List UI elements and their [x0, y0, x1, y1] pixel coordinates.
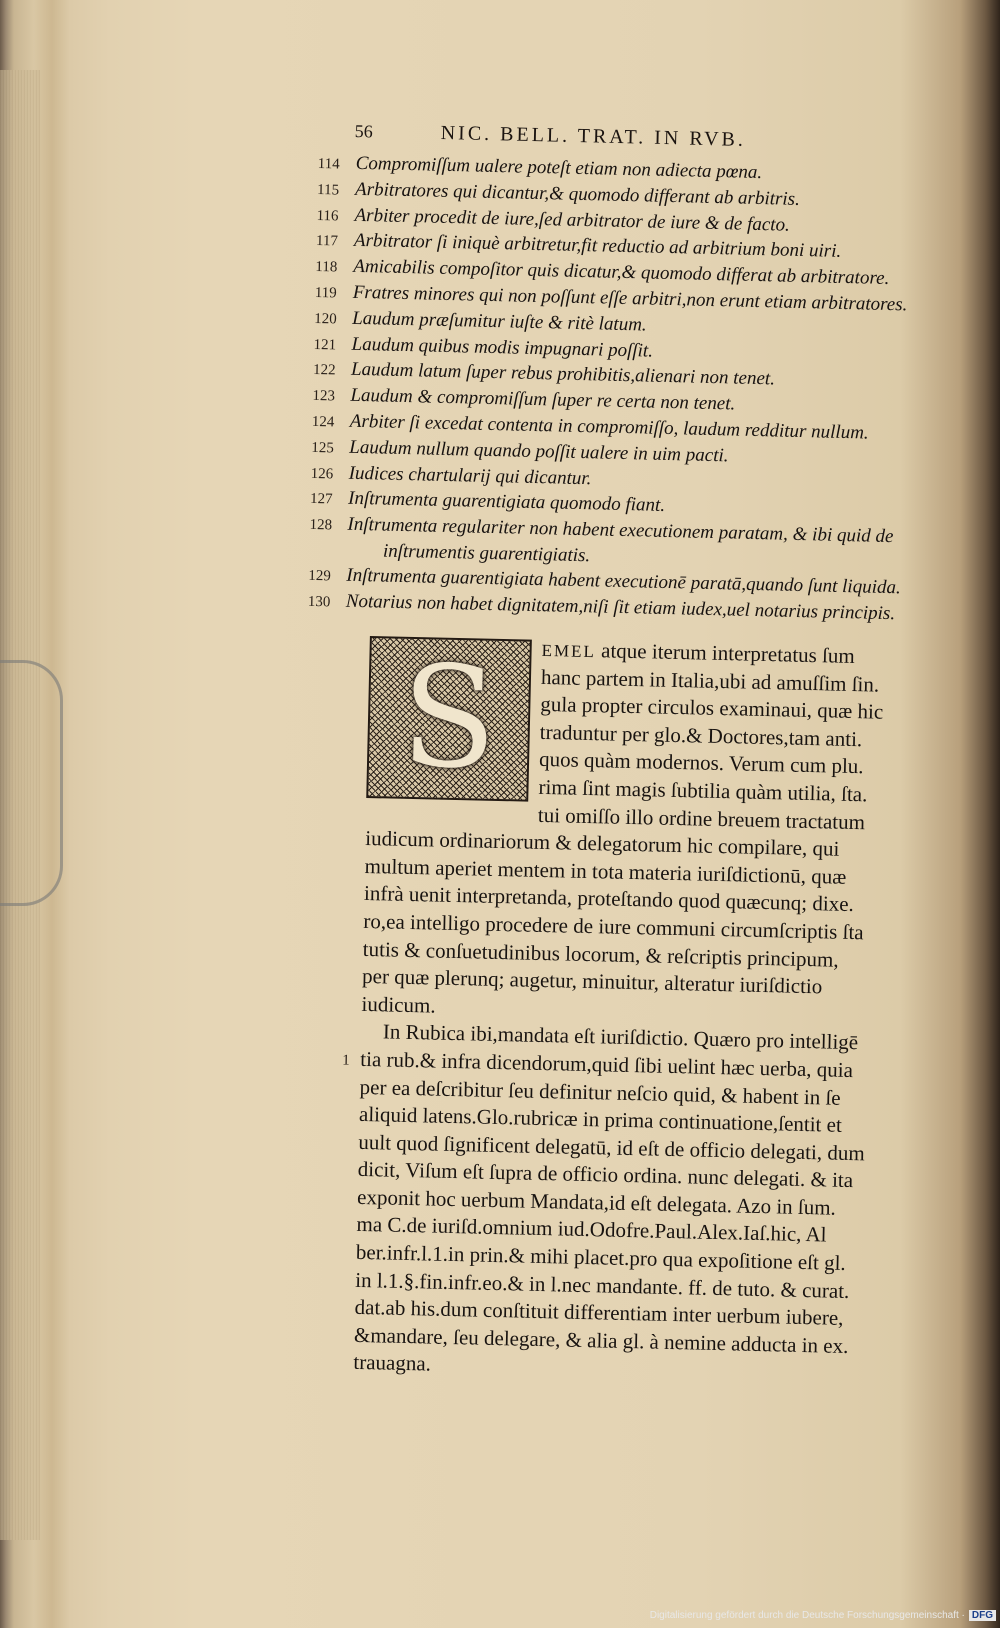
line-text: rima ſint magis ſubtilia quàm utilia, ſta.: [538, 774, 868, 807]
summary-text: Arbiter ſi excedat contenta in compromiſſo, laudum redditur nullum.: [349, 410, 869, 444]
summary-text: Laudum nullum quando poſſit ualere in uim pacti.: [349, 436, 729, 467]
summary-text: Laudum præſumitur iuſte & ritè latum.: [352, 307, 647, 336]
summary-number: 119: [314, 284, 337, 302]
running-header: [354, 120, 914, 156]
line-text: ma C.de iuriſd.omnium iud.Odofre.Paul.Alex.Iaſ.hic, Al: [356, 1212, 827, 1247]
summary-text: Inſtrumenta guarentigiata habent executionē paratā,quando ſunt liquida.: [346, 564, 901, 599]
line-text: trauagna.: [353, 1350, 432, 1377]
page-clip: [0, 660, 63, 906]
summary-text: Inſtrumenta regulariter non habent executionem paratam, & ibi quid de: [347, 513, 894, 548]
line-text: iudicum ordinariorum & delegatorum hic compilare, qui: [365, 826, 840, 861]
summary-text: Inſtrumenta guarentigiata quomodo fiant.: [347, 488, 666, 517]
summary-number: 116: [316, 207, 339, 225]
summary-number: 125: [311, 439, 334, 457]
line-text: traduntur per glo.& Doctores,tam anti.: [539, 719, 863, 751]
dfg-logo: DFG: [969, 1610, 996, 1621]
line-text: dat.ab his.dum conſtituit differentiam inter uerbum iubere,: [354, 1295, 844, 1331]
line-text: tia rub.& infra dicendorum,quid ſibi uelint hæc uerba, quia: [360, 1046, 854, 1082]
summary-number: 117: [315, 233, 339, 250]
summary-number: 123: [312, 388, 336, 405]
summary-text: Arbitratores qui dicantur,& quomodo differant ab arbitris.: [354, 178, 801, 210]
running-title: NIC. BELL. TRAT. IN RVB.: [440, 121, 747, 151]
margin-note: 1: [342, 1052, 350, 1069]
line-text: exponit hoc uerbum Mandata,id eſt delegata. Azo in ſum.: [356, 1184, 837, 1220]
summary-text: Laudum quibus modis impugnari poſſit.: [351, 333, 654, 362]
first-word: EMEL: [541, 640, 597, 662]
line-text: ber.infr.l.1.in prin.& mihi placet.pro qua expoſitione eſt gl.: [355, 1239, 846, 1276]
summary-number: 129: [308, 567, 332, 585]
line-text: quos quàm modernos. Verum cum plu.: [538, 747, 864, 779]
line-text: iudicum.: [361, 991, 436, 1018]
paragraph-2: [342, 1018, 921, 1389]
digitization-footer: [596, 1610, 996, 1626]
summary-number: 126: [310, 465, 334, 482]
summary-text: Arbitrator ſi iniquè arbitretur,fit reductio ad arbitrium boni uiri.: [353, 230, 842, 263]
summary-continuation: inſtrumentis guarentigiatis.: [382, 540, 591, 567]
summary-number: 114: [317, 155, 340, 173]
summary-text: Arbiter procedit de iure,ſed arbitrator de iure & de facto.: [354, 204, 791, 236]
line-text: In Rubica ibi,mandata eſt iuriſdictio. Quæro pro intelligē: [382, 1019, 859, 1055]
summary-number: 130: [307, 593, 331, 611]
line-text: ro,ea intelligo procedere de iure communi circumſcriptis ſta: [363, 908, 864, 945]
summary-number: 115: [316, 181, 340, 199]
line-text: atque iterum interpretatus ſum: [595, 638, 856, 669]
summary-number: 121: [313, 336, 337, 354]
summary-text: Iudices chartularij qui dicantur.: [348, 462, 592, 489]
summary-text: Laudum & compromiſſum ſuper re certa non tenet.: [350, 384, 736, 415]
summary-text: Laudum latum ſuper rebus prohibitis,alienari non tenet.: [350, 359, 776, 390]
line-text: hanc partem in Italia,ubi ad amuſſim ſin.: [540, 664, 880, 697]
line-text: in l.1.§.fin.infr.eo.& in l.nec mandante. ff. de tuto. & curat.: [355, 1267, 850, 1303]
summary-number: 122: [312, 362, 336, 379]
line-text: per quæ plerunq; augetur, minuitur, alteratur iuriſdictio: [361, 964, 823, 999]
page-number: 56: [354, 120, 373, 142]
summary-number: 127: [309, 491, 333, 508]
line-text: gula propter circulos examinaui, quæ hic: [540, 692, 884, 724]
main-text: [342, 632, 930, 1390]
line-text: tui omiſſo illo ordine breuem tractatum: [537, 802, 866, 834]
summary-text: Compromiſſum ualere poteſt etiam non adiecta pœna.: [355, 152, 763, 184]
line-text: multum aperiet mentem in tota materia iuriſdictionū, quæ: [364, 853, 847, 889]
line-text: infrà uenit interpretanda, proteſtando quod quæcunq; dixe.: [363, 881, 855, 917]
line-text: tutis & conſuetudinibus locorum, & reſcriptis principum,: [362, 936, 839, 972]
summary-number: 128: [309, 517, 333, 534]
summary-text: Notarius non habet dignitatem,niſi ſit etiam iudex,uel notarius principis.: [345, 590, 896, 624]
summary-number: 120: [314, 310, 337, 328]
line-text: per ea deſcribitur ſeu definitur neſcio quid, & habent in ſe: [359, 1074, 841, 1110]
line-text: aliquid latens.Glo.rubricæ in prima continuatione,ſentit et: [358, 1101, 843, 1137]
summary-text: Fratres minores qui non poſſunt eſſe arbitri,non erunt etiam arbitratores.: [352, 281, 908, 316]
footer-text: Digitalisierung gefördert durch die Deutsche Forschungsgemeinschaft ·: [649, 1610, 965, 1621]
summary-number: 124: [311, 413, 335, 431]
line-text: uult quod ſignificent delegatū, id eſt de officio delegati, dum: [358, 1129, 865, 1166]
decorated-initial: [366, 636, 532, 802]
summary-text: Amicabilis compoſitor quis dicatur,& quomodo differat ab arbitratore.: [353, 256, 890, 290]
initial-letter: S: [399, 635, 499, 801]
line-text: &mandare, ſeu delegare, & alia gl. à nemine adducta in ex.: [353, 1322, 849, 1358]
summary-number: 118: [315, 259, 338, 276]
summary-list: [307, 152, 937, 629]
line-text: dicit, Viſum eſt ſupra de officio ordina. nunc delegati. & ita: [357, 1157, 854, 1193]
